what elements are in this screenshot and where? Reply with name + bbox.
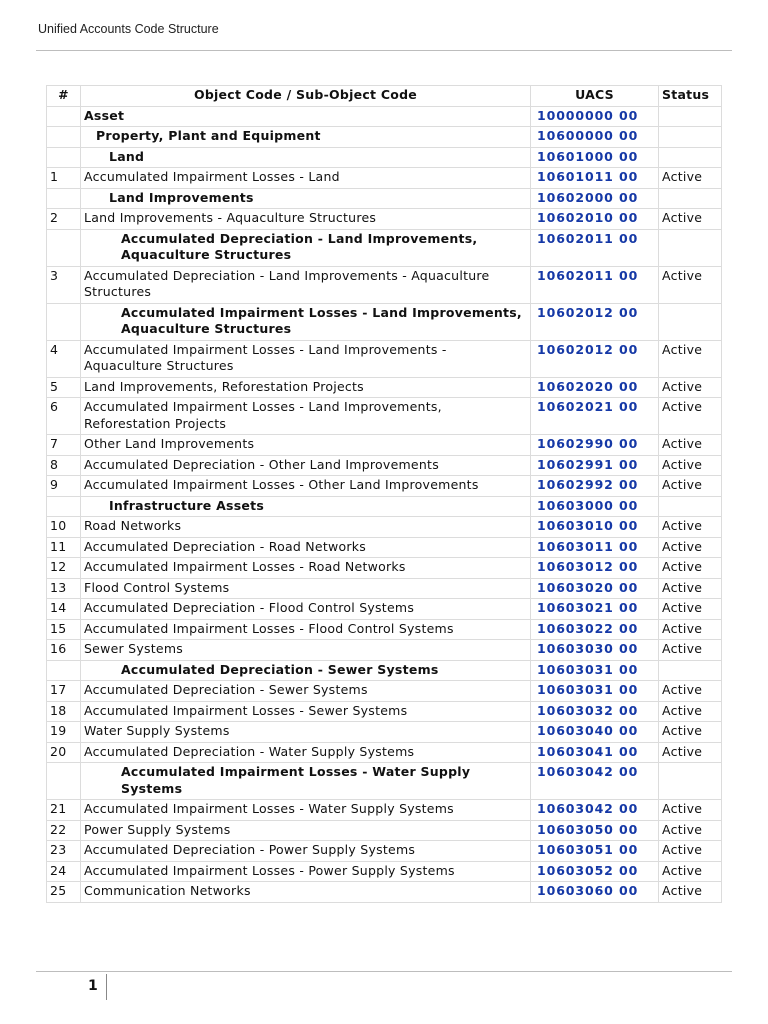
row-status — [659, 660, 722, 681]
row-number: 20 — [47, 742, 81, 763]
row-status: Active — [659, 701, 722, 722]
table-header-row — [47, 86, 722, 107]
row-number: 9 — [47, 476, 81, 497]
group-row — [47, 496, 722, 517]
row-number — [47, 106, 81, 127]
row-status: Active — [659, 476, 722, 497]
row-status: Active — [659, 640, 722, 661]
table-row — [47, 558, 722, 579]
row-name: Accumulated Depreciation - Land Improvements - Aquaculture Structures — [81, 266, 531, 303]
row-uacs-code: 10602020 00 — [531, 377, 659, 398]
table-row — [47, 377, 722, 398]
row-number: 22 — [47, 820, 81, 841]
row-uacs-code: 10603040 00 — [531, 722, 659, 743]
row-uacs-code: 10602012 00 — [531, 303, 659, 340]
table-row — [47, 398, 722, 435]
row-name: Accumulated Impairment Losses - Sewer Systems — [81, 701, 531, 722]
row-number: 3 — [47, 266, 81, 303]
table-row — [47, 537, 722, 558]
row-uacs-code: 10603012 00 — [531, 558, 659, 579]
row-name: Property, Plant and Equipment — [81, 127, 531, 148]
row-number — [47, 229, 81, 266]
group-row — [47, 303, 722, 340]
row-status: Active — [659, 398, 722, 435]
row-number: 8 — [47, 455, 81, 476]
column-header-status: Status — [659, 86, 722, 107]
row-name: Accumulated Depreciation - Sewer Systems — [81, 681, 531, 702]
row-name: Accumulated Impairment Losses - Land — [81, 168, 531, 189]
table-row — [47, 722, 722, 743]
row-number — [47, 660, 81, 681]
row-status: Active — [659, 841, 722, 862]
table-row — [47, 800, 722, 821]
row-uacs-code: 10602990 00 — [531, 435, 659, 456]
row-number: 14 — [47, 599, 81, 620]
row-name: Accumulated Impairment Losses - Water Supply Systems — [81, 800, 531, 821]
row-status: Active — [659, 861, 722, 882]
row-uacs-code: 10601000 00 — [531, 147, 659, 168]
row-name: Accumulated Impairment Losses - Flood Control Systems — [81, 619, 531, 640]
row-name: Accumulated Depreciation - Other Land Improvements — [81, 455, 531, 476]
table-row — [47, 701, 722, 722]
row-uacs-code: 10602012 00 — [531, 340, 659, 377]
row-status: Active — [659, 882, 722, 903]
row-status — [659, 147, 722, 168]
table-row — [47, 209, 722, 230]
row-uacs-code: 10603020 00 — [531, 578, 659, 599]
table-row — [47, 861, 722, 882]
row-number: 24 — [47, 861, 81, 882]
row-status: Active — [659, 599, 722, 620]
table-row — [47, 882, 722, 903]
row-uacs-code: 10603010 00 — [531, 517, 659, 538]
row-number: 17 — [47, 681, 81, 702]
row-status — [659, 229, 722, 266]
row-status: Active — [659, 619, 722, 640]
row-number: 21 — [47, 800, 81, 821]
row-uacs-code: 10603021 00 — [531, 599, 659, 620]
row-number: 6 — [47, 398, 81, 435]
row-name: Asset — [81, 106, 531, 127]
table-row — [47, 640, 722, 661]
table-row — [47, 266, 722, 303]
row-number: 10 — [47, 517, 81, 538]
table-row — [47, 742, 722, 763]
row-number: 1 — [47, 168, 81, 189]
row-status — [659, 763, 722, 800]
table-row — [47, 168, 722, 189]
group-row — [47, 106, 722, 127]
row-uacs-code: 10602011 00 — [531, 229, 659, 266]
row-number: 16 — [47, 640, 81, 661]
row-status: Active — [659, 168, 722, 189]
row-number — [47, 127, 81, 148]
group-row — [47, 188, 722, 209]
row-number: 13 — [47, 578, 81, 599]
row-name: Accumulated Impairment Losses - Land Improvements - Aquaculture Structures — [81, 340, 531, 377]
row-uacs-code: 10603042 00 — [531, 800, 659, 821]
row-uacs-code: 10603060 00 — [531, 882, 659, 903]
row-status: Active — [659, 800, 722, 821]
row-status: Active — [659, 266, 722, 303]
table-row — [47, 517, 722, 538]
row-name: Land Improvements — [81, 188, 531, 209]
table-row — [47, 455, 722, 476]
row-uacs-code: 10602021 00 — [531, 398, 659, 435]
table-row — [47, 476, 722, 497]
row-name: Accumulated Depreciation - Sewer Systems — [81, 660, 531, 681]
row-uacs-code: 10600000 00 — [531, 127, 659, 148]
row-uacs-code: 10603050 00 — [531, 820, 659, 841]
row-number: 7 — [47, 435, 81, 456]
row-uacs-code: 10602011 00 — [531, 266, 659, 303]
group-row — [47, 147, 722, 168]
row-uacs-code: 10602992 00 — [531, 476, 659, 497]
table-row — [47, 435, 722, 456]
row-name: Sewer Systems — [81, 640, 531, 661]
table-body — [47, 106, 722, 902]
row-number: 25 — [47, 882, 81, 903]
column-header-number: # — [47, 86, 81, 107]
row-status — [659, 303, 722, 340]
row-status — [659, 127, 722, 148]
row-number — [47, 496, 81, 517]
row-status: Active — [659, 340, 722, 377]
row-status: Active — [659, 377, 722, 398]
row-name: Accumulated Depreciation - Road Networks — [81, 537, 531, 558]
row-status: Active — [659, 209, 722, 230]
row-name: Accumulated Impairment Losses - Power Supply Systems — [81, 861, 531, 882]
row-number — [47, 188, 81, 209]
row-name: Land — [81, 147, 531, 168]
footer-divider — [36, 971, 732, 972]
row-number: 15 — [47, 619, 81, 640]
row-uacs-code: 10601011 00 — [531, 168, 659, 189]
table-row — [47, 340, 722, 377]
row-number: 2 — [47, 209, 81, 230]
row-uacs-code: 10603042 00 — [531, 763, 659, 800]
row-uacs-code: 10000000 00 — [531, 106, 659, 127]
row-number — [47, 303, 81, 340]
row-number — [47, 763, 81, 800]
group-row — [47, 763, 722, 800]
row-name: Power Supply Systems — [81, 820, 531, 841]
row-uacs-code: 10602000 00 — [531, 188, 659, 209]
table-row — [47, 820, 722, 841]
row-uacs-code: 10603022 00 — [531, 619, 659, 640]
row-uacs-code: 10603032 00 — [531, 701, 659, 722]
group-row — [47, 229, 722, 266]
row-uacs-code: 10602991 00 — [531, 455, 659, 476]
document-header-title: Unified Accounts Code Structure — [38, 22, 219, 36]
row-status: Active — [659, 537, 722, 558]
row-number: 18 — [47, 701, 81, 722]
row-name: Infrastructure Assets — [81, 496, 531, 517]
row-name: Accumulated Impairment Losses - Other Land Improvements — [81, 476, 531, 497]
row-number: 23 — [47, 841, 81, 862]
row-name: Accumulated Depreciation - Water Supply Systems — [81, 742, 531, 763]
row-status: Active — [659, 722, 722, 743]
row-number: 5 — [47, 377, 81, 398]
row-name: Land Improvements - Aquaculture Structures — [81, 209, 531, 230]
row-number: 11 — [47, 537, 81, 558]
row-number: 12 — [47, 558, 81, 579]
row-status: Active — [659, 558, 722, 579]
row-uacs-code: 10602010 00 — [531, 209, 659, 230]
row-uacs-code: 10603011 00 — [531, 537, 659, 558]
row-name: Accumulated Impairment Losses - Land Improvements, Aquaculture Structures — [81, 303, 531, 340]
row-uacs-code: 10603051 00 — [531, 841, 659, 862]
group-row — [47, 127, 722, 148]
row-name: Accumulated Impairment Losses - Water Supply Systems — [81, 763, 531, 800]
row-uacs-code: 10603041 00 — [531, 742, 659, 763]
row-uacs-code: 10603052 00 — [531, 861, 659, 882]
row-uacs-code: 10603031 00 — [531, 681, 659, 702]
table-row — [47, 681, 722, 702]
row-status — [659, 496, 722, 517]
row-uacs-code: 10603031 00 — [531, 660, 659, 681]
uacs-table — [46, 85, 722, 903]
row-name: Water Supply Systems — [81, 722, 531, 743]
page-number: 1 — [88, 978, 98, 994]
row-status — [659, 188, 722, 209]
column-header-uacs: UACS — [531, 86, 659, 107]
row-status — [659, 106, 722, 127]
table-row — [47, 841, 722, 862]
row-name: Accumulated Depreciation - Power Supply Systems — [81, 841, 531, 862]
row-status: Active — [659, 681, 722, 702]
row-name: Land Improvements, Reforestation Projects — [81, 377, 531, 398]
row-uacs-code: 10603030 00 — [531, 640, 659, 661]
row-status: Active — [659, 517, 722, 538]
row-status: Active — [659, 578, 722, 599]
table-row — [47, 599, 722, 620]
row-status: Active — [659, 742, 722, 763]
group-row — [47, 660, 722, 681]
row-name: Accumulated Impairment Losses - Land Improvements, Reforestation Projects — [81, 398, 531, 435]
row-number — [47, 147, 81, 168]
row-number: 19 — [47, 722, 81, 743]
column-header-object-code: Object Code / Sub-Object Code — [81, 86, 531, 107]
row-name: Communication Networks — [81, 882, 531, 903]
row-status: Active — [659, 435, 722, 456]
page-number-separator — [106, 974, 107, 1000]
row-name: Accumulated Depreciation - Flood Control Systems — [81, 599, 531, 620]
row-name: Accumulated Impairment Losses - Road Networks — [81, 558, 531, 579]
table-row — [47, 578, 722, 599]
row-uacs-code: 10603000 00 — [531, 496, 659, 517]
row-number: 4 — [47, 340, 81, 377]
row-name: Other Land Improvements — [81, 435, 531, 456]
row-name: Road Networks — [81, 517, 531, 538]
row-status: Active — [659, 455, 722, 476]
row-name: Flood Control Systems — [81, 578, 531, 599]
row-name: Accumulated Depreciation - Land Improvements, Aquaculture Structures — [81, 229, 531, 266]
row-status: Active — [659, 820, 722, 841]
table-row — [47, 619, 722, 640]
header-divider — [36, 50, 732, 51]
